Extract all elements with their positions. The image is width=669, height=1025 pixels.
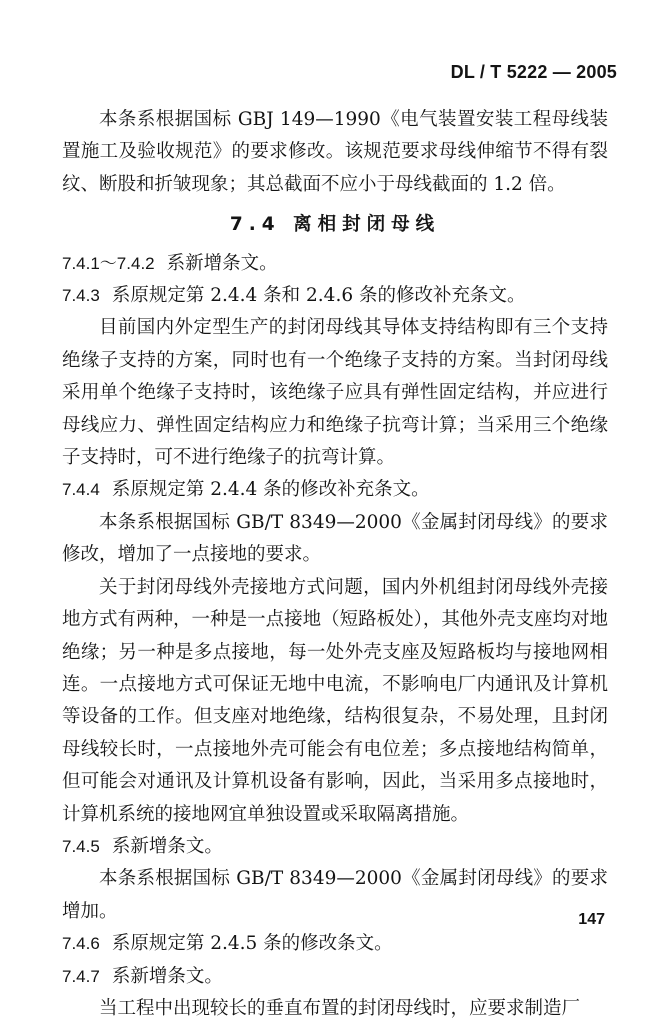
clause-summary: 系原规定第 2.4.5 条的修改条文。 xyxy=(111,933,393,955)
clause-paragraph: 目前国内外定型生产的封闭母线其导体支持结构即有三个支持绝缘子支持的方案，同时也有一个绝缘子支持的方案。当封闭母线采用单个绝缘子支持时，该绝缘子应具有弹性固定结构，并应进行母线应力、弹性固定结构应力和绝缘子抗弯计算；当采用三个绝缘子支持时，可不进行绝缘子的抗弯计算。 xyxy=(62,317,608,469)
clause-paragraph: 当工程中出现较长的垂直布置的封闭母线时，应要求制造厂 xyxy=(99,997,581,1019)
clause-summary: 系新增条文。 xyxy=(111,965,223,987)
clause-paragraph: 关于封闭母线外壳接地方式问题，国内外机组封闭母线外壳接地方式有两种，一种是一点接地（短路板处），其他外壳支座均对地绝缘；另一种是多点接地，每一处外壳支座及短路板均与接地网相连。一点接地方式可保证无地中电流，不影响电厂内通讯及计算机等设备的工作。但支座对地绝缘，结构很复杂，不易处理，且封闭母线较长时，一点接地外壳可能会有电位差；多点接地结构简单，但可能会对通讯及计算机设备有影响，因此，当采用多点接地时，计算机系统的接地网宜单独设置或采取隔离措施。 xyxy=(62,576,608,825)
clause-number: 7.4.6 xyxy=(62,934,100,954)
clause-item xyxy=(62,474,608,506)
clause-summary: 系原规定第 2.4.4 条和 2.4.6 条的修改补充条文。 xyxy=(111,285,526,307)
clause-summary: 系新增条文。 xyxy=(166,252,278,274)
section-title: 离相封闭母线 xyxy=(293,214,441,236)
clause-summary: 系原规定第 2.4.4 条的修改补充条文。 xyxy=(111,479,430,501)
intro-paragraph: 本条系根据国标 GBJ 149—1990《电气装置安装工程母线装置施工及验收规范》的要求修改。该规范要求母线伸缩节不得有裂纹、断股和折皱现象；其总截面不应小于母线截面的 1.2 倍。 xyxy=(62,109,608,195)
clause-summary: 系新增条文。 xyxy=(111,835,223,857)
section-number: 7.4 xyxy=(229,214,281,236)
section-heading xyxy=(62,209,608,241)
standard-code-header: DL / T 5222 — 2005 xyxy=(450,62,617,82)
clause-number: 7.4.3 xyxy=(62,286,100,306)
clause-item xyxy=(62,280,608,312)
clause-item xyxy=(62,248,608,280)
clause-list xyxy=(62,248,608,1025)
clause-number: 7.4.7 xyxy=(62,966,100,986)
document-body xyxy=(62,104,608,1025)
clause-number: 7.4.1～7.4.2 xyxy=(62,253,155,273)
clause-paragraph: 本条系根据国标 GB/T 8349—2000《金属封闭母线》的要求增加。 xyxy=(62,868,608,922)
clause-item xyxy=(62,831,608,863)
clause-number: 7.4.5 xyxy=(62,836,100,856)
clause-paragraph: 本条系根据国标 GB/T 8349—2000《金属封闭母线》的要求修改，增加了一点接地的要求。 xyxy=(62,511,608,566)
clause-item xyxy=(62,928,608,960)
page-number: 147 xyxy=(578,911,605,928)
clause-number: 7.4.4 xyxy=(62,480,100,500)
